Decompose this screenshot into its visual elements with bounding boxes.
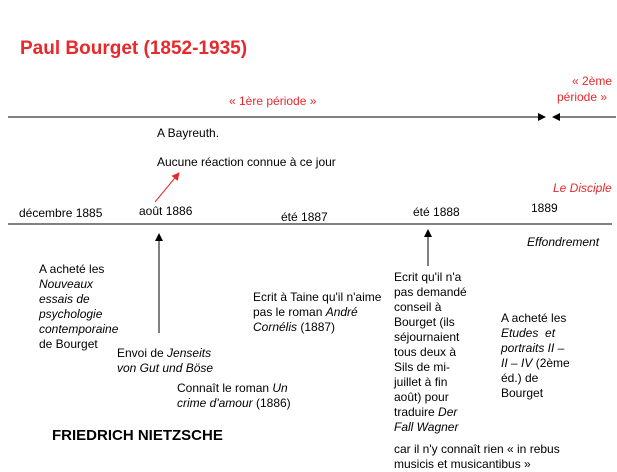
second-period-label-line2: période » (557, 90, 608, 104)
event-ete1887-prefix: pas le roman (253, 305, 326, 319)
event-ete1887-line1: Ecrit à Taine qu'il n'aime (253, 290, 382, 304)
event-dec1885-line6: de Bourget (39, 337, 98, 351)
bayreuth-line2: Aucune réaction connue à ce jour (157, 155, 336, 169)
event-ete1887-title-part1: André (325, 305, 358, 319)
event-dec1885-line2: Nouveaux (39, 277, 94, 291)
page-title: Paul Bourget (1852-1935) (20, 38, 248, 59)
event-dec1885 (39, 262, 118, 352)
event-dec1885-line4: psychologie (39, 307, 103, 321)
event-aug1886 (117, 346, 213, 376)
event-ete1887-year: (1887) (297, 320, 336, 334)
event-roman-title-part1: Un (272, 381, 288, 395)
event-ete1888-title-part1: Der (438, 405, 458, 419)
event-dec1885-line1: A acheté les (39, 262, 105, 276)
event-roman-title-part2: crime d'amour (177, 396, 253, 410)
event-1889-line6: Bourget (501, 386, 544, 400)
date-aug1886: août 1886 (139, 204, 193, 218)
date-ete1887: été 1887 (281, 210, 328, 224)
event-aug1886-title-part1: Jenseits (167, 346, 212, 360)
event-ete1888-tail1: car il n'y connaît rien « in rebus (394, 442, 560, 456)
event-ete1888-line8: juillet à fin (394, 375, 448, 389)
event-roman (177, 381, 291, 411)
date-dec1885: décembre 1885 (19, 206, 103, 220)
event-ete1888-title-part2: Fall Wagner (394, 420, 459, 434)
event-ete1888-line9: août) pour (394, 390, 449, 404)
arrow-bayreuth (155, 173, 179, 202)
event-ete1888-tail2: musicis et musicantibus » (394, 457, 531, 471)
event-ete1888-line1: Ecrit qu'il n'a (394, 270, 462, 284)
event-dec1885-line5: contemporaine (39, 322, 119, 336)
date-1889: 1889 (531, 201, 558, 215)
event-1889-line4-suffix: (2ème (532, 356, 570, 370)
event-ete1888-line3: conseil à (394, 300, 442, 314)
effondrement-label: Effondrement (527, 235, 600, 249)
event-aug1886-prefix: Envoi de (117, 346, 168, 360)
event-ete1887 (253, 290, 381, 335)
event-roman-year: (1886) (252, 396, 291, 410)
event-1889-line4-italic: II – IV (501, 356, 533, 370)
event-ete1887-title-part2: Cornélis (253, 320, 298, 334)
event-1889-line3: portraits II – (501, 341, 565, 355)
bayreuth-line1: A Bayreuth. (157, 126, 220, 140)
date-ete1888: été 1888 (413, 205, 460, 219)
event-ete1888-line5: séjournaient (394, 330, 460, 344)
event-ete1888-line10: traduire (394, 405, 435, 419)
event-roman-prefix: Connaît le roman (177, 381, 273, 395)
event-ete1888-line7: Sils de mi- (394, 360, 451, 374)
event-ete1888-line2: pas demandé (394, 285, 467, 299)
event-ete1888-line6: tous deux à (394, 345, 457, 359)
event-ete1888-line4: Bourget (ils (394, 315, 455, 329)
event-1889-line2: Etudes et (501, 326, 556, 340)
event-1889-line1: A acheté les (501, 311, 567, 325)
footer-name: FRIEDRICH NIETZSCHE (52, 427, 223, 444)
first-period-label: « 1ère période » (229, 94, 317, 108)
le-disciple-label: Le Disciple (553, 181, 612, 195)
event-dec1885-line3: essais de (39, 292, 90, 306)
event-1889-line5: éd.) de (501, 371, 539, 385)
second-period-label-line1: « 2ème (572, 74, 613, 88)
event-aug1886-title-part2: von Gut und Böse (117, 361, 214, 375)
event-1889 (501, 311, 570, 401)
